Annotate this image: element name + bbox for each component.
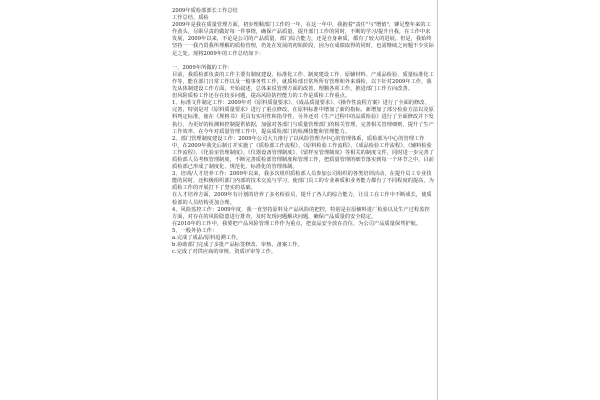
- spacer: [172, 58, 434, 65]
- item-5: 5、一般外协工作：: [172, 227, 218, 234]
- doc-meta: 工作总结、质检: [172, 15, 209, 22]
- item-3: 3、培训/人才培养工作：2009年以来，我多次组织质检部人员参加公司组织的各类培训活动，在提升员工专业技能的同时，还积极组织部门内部的技术交流与学习，使部门员工的专业素质和业务能力都有了不同程度的提高，为质检工作的开展打下了坚实的基础。: [172, 171, 434, 192]
- blank-margin: [438, 0, 600, 400]
- item-4b: 在2010年的工作中，我要把产品风险管理工作作为重点，把食品安全放在首位，为公司产品质量保驾护航。: [172, 220, 422, 227]
- item-1: 1、标准文件制定工作：2009年对《原料质量要求》、《成品质量要求》、《操作性流程方案》进行了全面的修改、完善，特别是对《原料质量要求》进行了重点修改，在原料标准中增加了新的指标，新增加了部分检验方法以及原料判定标准，使在《规格书》更具有实用性和指导性，另外还对《生产过程中的品质检验》进行了全面修改并下发执行，为更好的检测和控制提供依据，加强对各部门与质量管理部门的相关管理，完善相关管理细则，提升了生产工作效率。在今年对质量管理工作中，提高质检部门的检测技能和管理能力。: [172, 100, 434, 135]
- doc-title: 2009年质检部部长工作总结: [172, 8, 238, 14]
- item-4: 4、风险监控工作：2009年度，我一直坚持原料及产品风险的把控，特别是在原辅料进厂检验以及生产过程监控方面，对存在的风险隐患进行排查，及时发现问题解决问题，确保产品质量的安全稳定。: [172, 206, 430, 220]
- section-note: 但风险质检工作还存在较多问题，提高风险防控能力的工作是质检工作重点。: [172, 93, 351, 100]
- section-intro: 目前，我质检部负责的工作主要有制度建设、标准化工作、制度建设工作、原辅材料、产成品检验、质量标准化工作等，能在部门日常工作以及一般事务性工作，就质检部日常所所有管理和外来调检，以下针对2009年工作，我先从体制建设工作方面，开始叙述，总体来说管理方面的改善，理顺各项工作，推进部门工作方向改善。: [172, 71, 434, 93]
- item-2: 2、部门管理制度建设工作：2009年公司大力推行了以风险管理为中心的管理体系，质检部为中心的管理工作中，在2009年我先后制订并实施了《质检部工作流程》、《原料检验工作流程》、《成品检验工作流程》、《辅料检验工作流程》、《化验室管理制度》、《仪器设备管理制度》、《留样室管理制度》等相关的制度文件，同时进一步完善了质检部人员考核管理制度，不断完善质检部管理制度和管理工作，把质量管理的细节落实到每一个环节之中，目前质检部已形成了制度化、规范化、标准化的管理体制。: [172, 135, 434, 171]
- item-5a: a.完成了成品/原料追溯工作。: [172, 235, 242, 241]
- item-3b: 在人才培养方面，2009年有计划的培养了多名检验员，提升了各人的综合能力，让员工在工作中不断成长，使质检部的人员结构更加合理。: [172, 192, 432, 206]
- document-body: [172, 8, 434, 256]
- doc-intro: 2009年是我在质量管理方面，初步理顺部门工作的一年，在这一年中，我抱着"责任"与"增值"，铆足整年来的工作劲头，尽职尽责的做好每一件事情，确保产品质量，提升部门工作的同时，不断的学习/提升自我，在工作中求发展，2009年以来，不论是公司的产品质量，部门综合能力，还是自身素质，都有了较大的进展。但是，我始终坚持一一我乃贯我所理解的质检管理，仍处在发展的初始阶段，因为在成绩取得的同时，也需继续之问题不少实际足之处。现将2009年的工作总结如下：: [172, 22, 434, 57]
- item-5b: b.协助部门完成了多批产品标签修改、审核、备案工作。: [172, 242, 303, 249]
- section-heading: 一、2009年所做的工作：: [172, 64, 233, 71]
- item-5c: c.完成了对供应商的审核、资质评审等工作。: [172, 249, 277, 256]
